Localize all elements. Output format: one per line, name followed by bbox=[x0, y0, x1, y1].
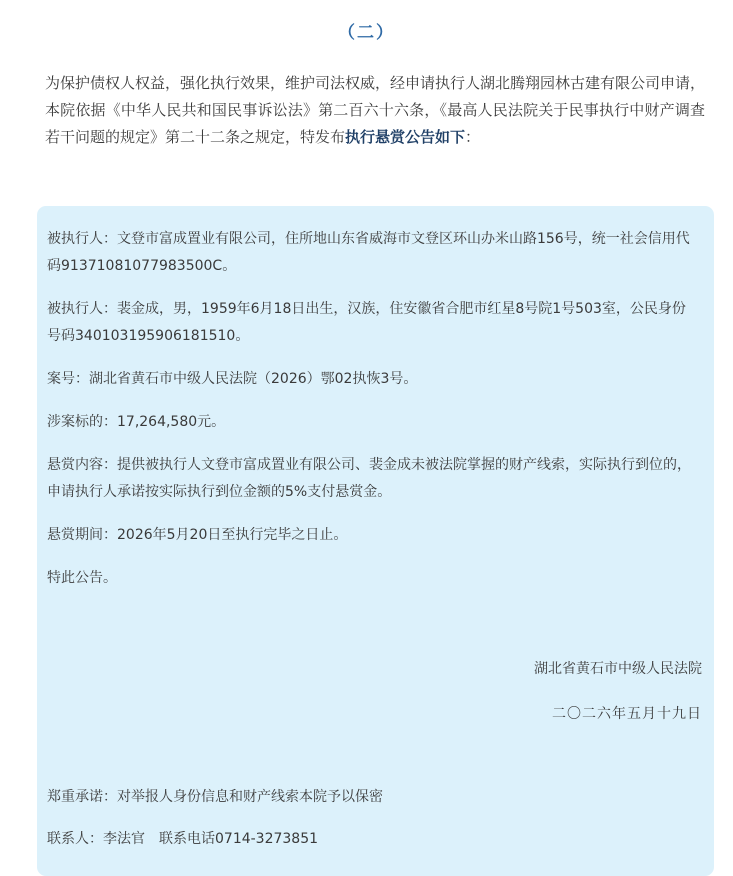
confidentiality-promise: 郑重承诺：对举报人身份信息和财产线索本院予以保密 bbox=[47, 789, 383, 805]
contact-line bbox=[47, 828, 318, 848]
notice-paragraph-period: 悬赏期间：2026年5月20日至执行完毕之日止。 bbox=[47, 527, 348, 543]
contact-person: 联系人：李法官 bbox=[47, 831, 145, 847]
intro-tail: ： bbox=[465, 128, 481, 146]
notice-panel bbox=[37, 206, 714, 876]
notice-paragraph-closing: 特此公告。 bbox=[47, 570, 117, 586]
contact-phone: 联系电话0714-3273851 bbox=[159, 831, 319, 847]
intro-emphasis: 执行悬赏公告如下 bbox=[345, 128, 466, 146]
intro-text: 为保护债权人权益，强化执行效果，维护司法权威，经申请执行人湖北腾翔园林古建有限公司申请，本院依据《中华人民共和国民事诉讼法》第二百六十六条，《最高人民法院关于民事执行中财产调查若干问题的规定》第二十二条之规定，特发布 bbox=[45, 74, 706, 146]
notice-date: 二〇二六年五月十九日 bbox=[552, 706, 702, 722]
notice-paragraph-respondent-company: 被执行人：文登市富成置业有限公司，住所地山东省威海市文登区环山办米山路156号，统一社会信用代码91371081077983500C。 bbox=[47, 231, 690, 274]
intro-paragraph bbox=[45, 70, 705, 151]
section-heading: （二） bbox=[338, 23, 395, 43]
notice-paragraph-reward: 悬赏内容：提供被执行人文登市富成置业有限公司、裴金成未被法院掌握的财产线索，实际执行到位的，申请执行人承诺按实际执行到位金额的5%支付悬赏金。 bbox=[47, 457, 691, 500]
court-signature: 湖北省黄石市中级人民法院 bbox=[534, 661, 702, 677]
notice-paragraph-amount: 涉案标的：17,264,580元。 bbox=[47, 414, 226, 430]
notice-body bbox=[47, 226, 697, 608]
notice-paragraph-respondent-person: 被执行人：裴金成，男，1959年6月18日出生，汉族，住安徽省合肥市红星8号院1号503室，公民身份号码340103195906181510。 bbox=[47, 301, 686, 344]
notice-paragraph-case-number: 案号：湖北省黄石市中级人民法院（2026）鄂02执恢3号。 bbox=[47, 371, 418, 387]
